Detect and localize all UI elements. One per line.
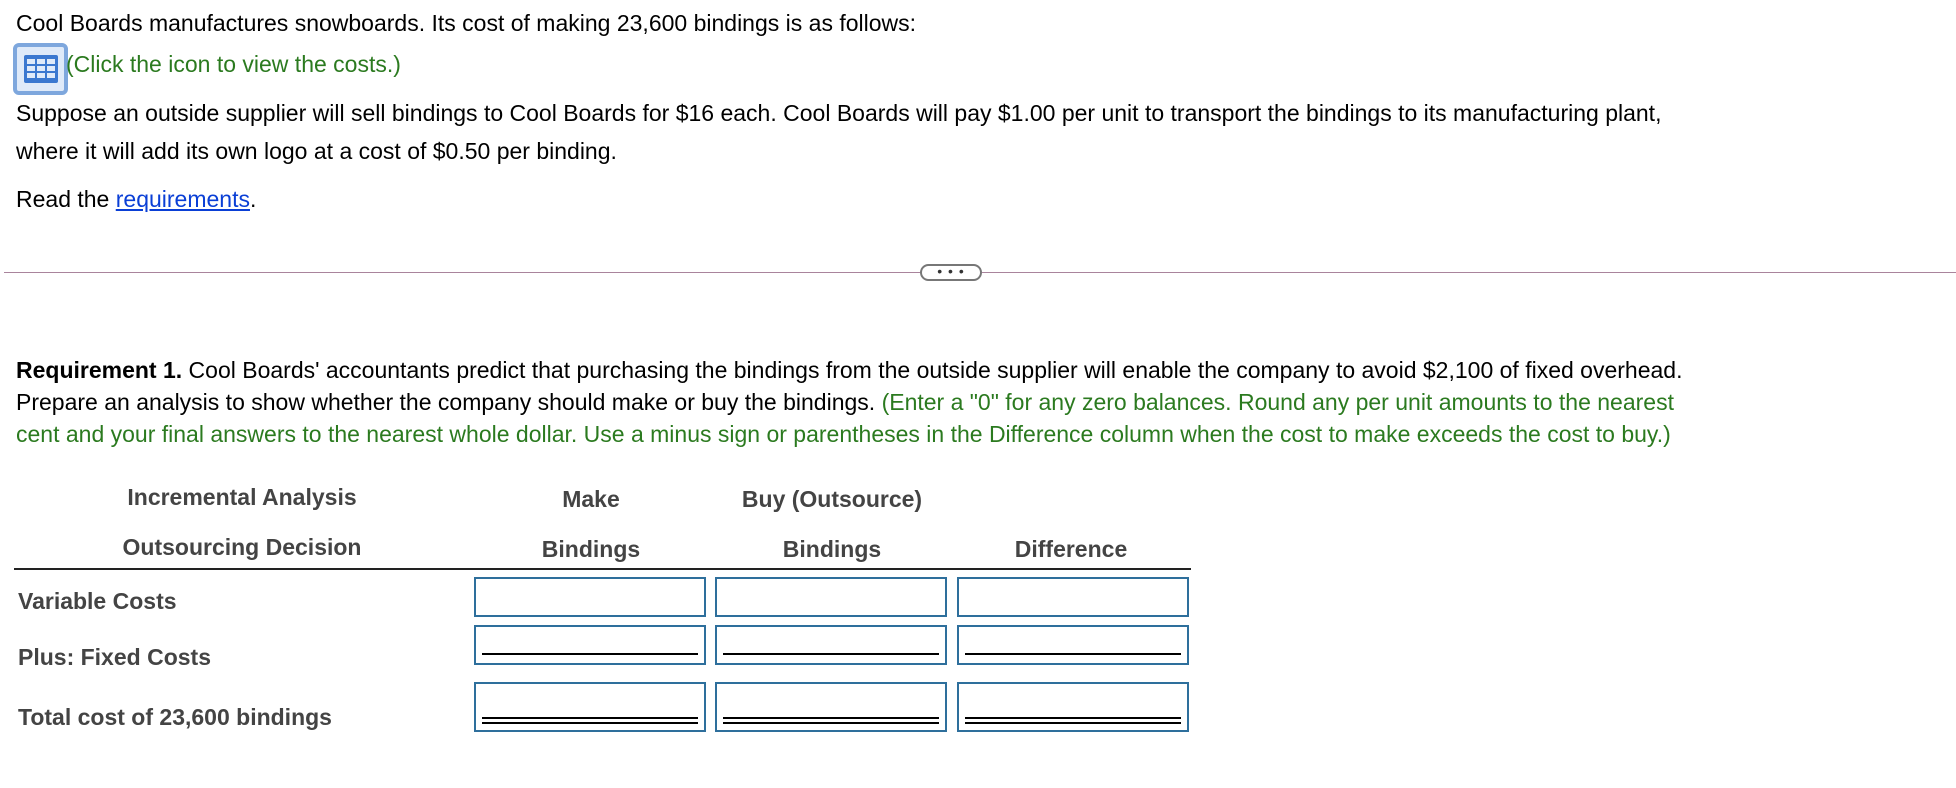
expand-ellipsis-button[interactable]: • • • xyxy=(920,264,982,281)
variable-costs-buy-input-cell xyxy=(715,577,947,617)
table-grid-icon xyxy=(23,54,59,84)
intro-line: Cool Boards manufactures snowboards. Its cost of making 23,600 bindings is as follows: xyxy=(16,10,917,36)
header-buy-bindings: Bindings xyxy=(782,536,882,562)
fixed-costs-make-input-cell xyxy=(474,625,706,665)
variable-costs-buy-input[interactable] xyxy=(717,579,945,615)
row-label-fixed-costs: Plus: Fixed Costs xyxy=(18,644,211,670)
read-suffix: . xyxy=(249,186,257,212)
header-incremental-analysis: Incremental Analysis xyxy=(127,484,357,510)
requirement-label: Requirement 1. xyxy=(16,357,183,383)
total-cost-buy-input[interactable] xyxy=(717,684,945,730)
requirement-line2-text: Prepare an analysis to show whether the company should make or buy the bindings. xyxy=(16,389,882,415)
header-outsourcing-decision: Outsourcing Decision xyxy=(122,534,362,560)
variable-costs-make-input[interactable] xyxy=(476,579,704,615)
header-make-bindings: Bindings xyxy=(541,536,641,562)
total-cost-make-input[interactable] xyxy=(476,684,704,730)
icon-hint: (Click the icon to view the costs.) xyxy=(66,51,401,77)
read-prefix: Read the xyxy=(16,186,116,212)
requirement-line2 xyxy=(16,386,1674,418)
variable-costs-make-input-cell xyxy=(474,577,706,617)
supplier-text-line1: Suppose an outside supplier will sell bindings to Cool Boards for $16 each. Cool Boards will pay $1.00 per unit to transport the bindings to its manufacturing plant, xyxy=(16,100,1662,126)
view-costs-button[interactable] xyxy=(13,43,68,95)
read-requirements-text xyxy=(16,180,256,218)
fixed-costs-buy-input[interactable] xyxy=(717,627,945,663)
requirements-link[interactable]: requirements xyxy=(115,186,250,212)
instruction-text-part2: cent and your final answers to the nearest whole dollar. Use a minus sign or parentheses in the Difference column when the cost to make exceeds the cost to buy.) xyxy=(16,421,1671,447)
total-cost-difference-input-cell xyxy=(957,682,1189,732)
row-label-variable-costs: Variable Costs xyxy=(18,588,177,614)
header-difference: Difference xyxy=(1014,536,1128,562)
fixed-costs-make-input[interactable] xyxy=(476,627,704,663)
variable-costs-difference-input-cell xyxy=(957,577,1189,617)
fixed-costs-difference-input[interactable] xyxy=(959,627,1187,663)
variable-costs-difference-input[interactable] xyxy=(959,579,1187,615)
header-make: Make xyxy=(562,486,620,512)
header-rule xyxy=(14,568,1191,570)
instruction-text-part1: (Enter a "0" for any zero balances. Round any per unit amounts to the nearest xyxy=(881,389,1674,415)
header-buy-outsource: Buy (Outsource) xyxy=(741,486,923,512)
fixed-costs-buy-input-cell xyxy=(715,625,947,665)
supplier-text-line2: where it will add its own logo at a cost of $0.50 per binding. xyxy=(16,138,617,164)
total-cost-make-input-cell xyxy=(474,682,706,732)
row-label-total-cost: Total cost of 23,600 bindings xyxy=(18,704,332,730)
total-cost-difference-input[interactable] xyxy=(959,684,1187,730)
total-cost-buy-input-cell xyxy=(715,682,947,732)
requirement-line1-text: Cool Boards' accountants predict that purchasing the bindings from the outside supplier will enable the company to avoid $2,100 of fixed overhead. xyxy=(182,357,1683,383)
fixed-costs-difference-input-cell xyxy=(957,625,1189,665)
requirement-line1 xyxy=(16,354,1682,386)
